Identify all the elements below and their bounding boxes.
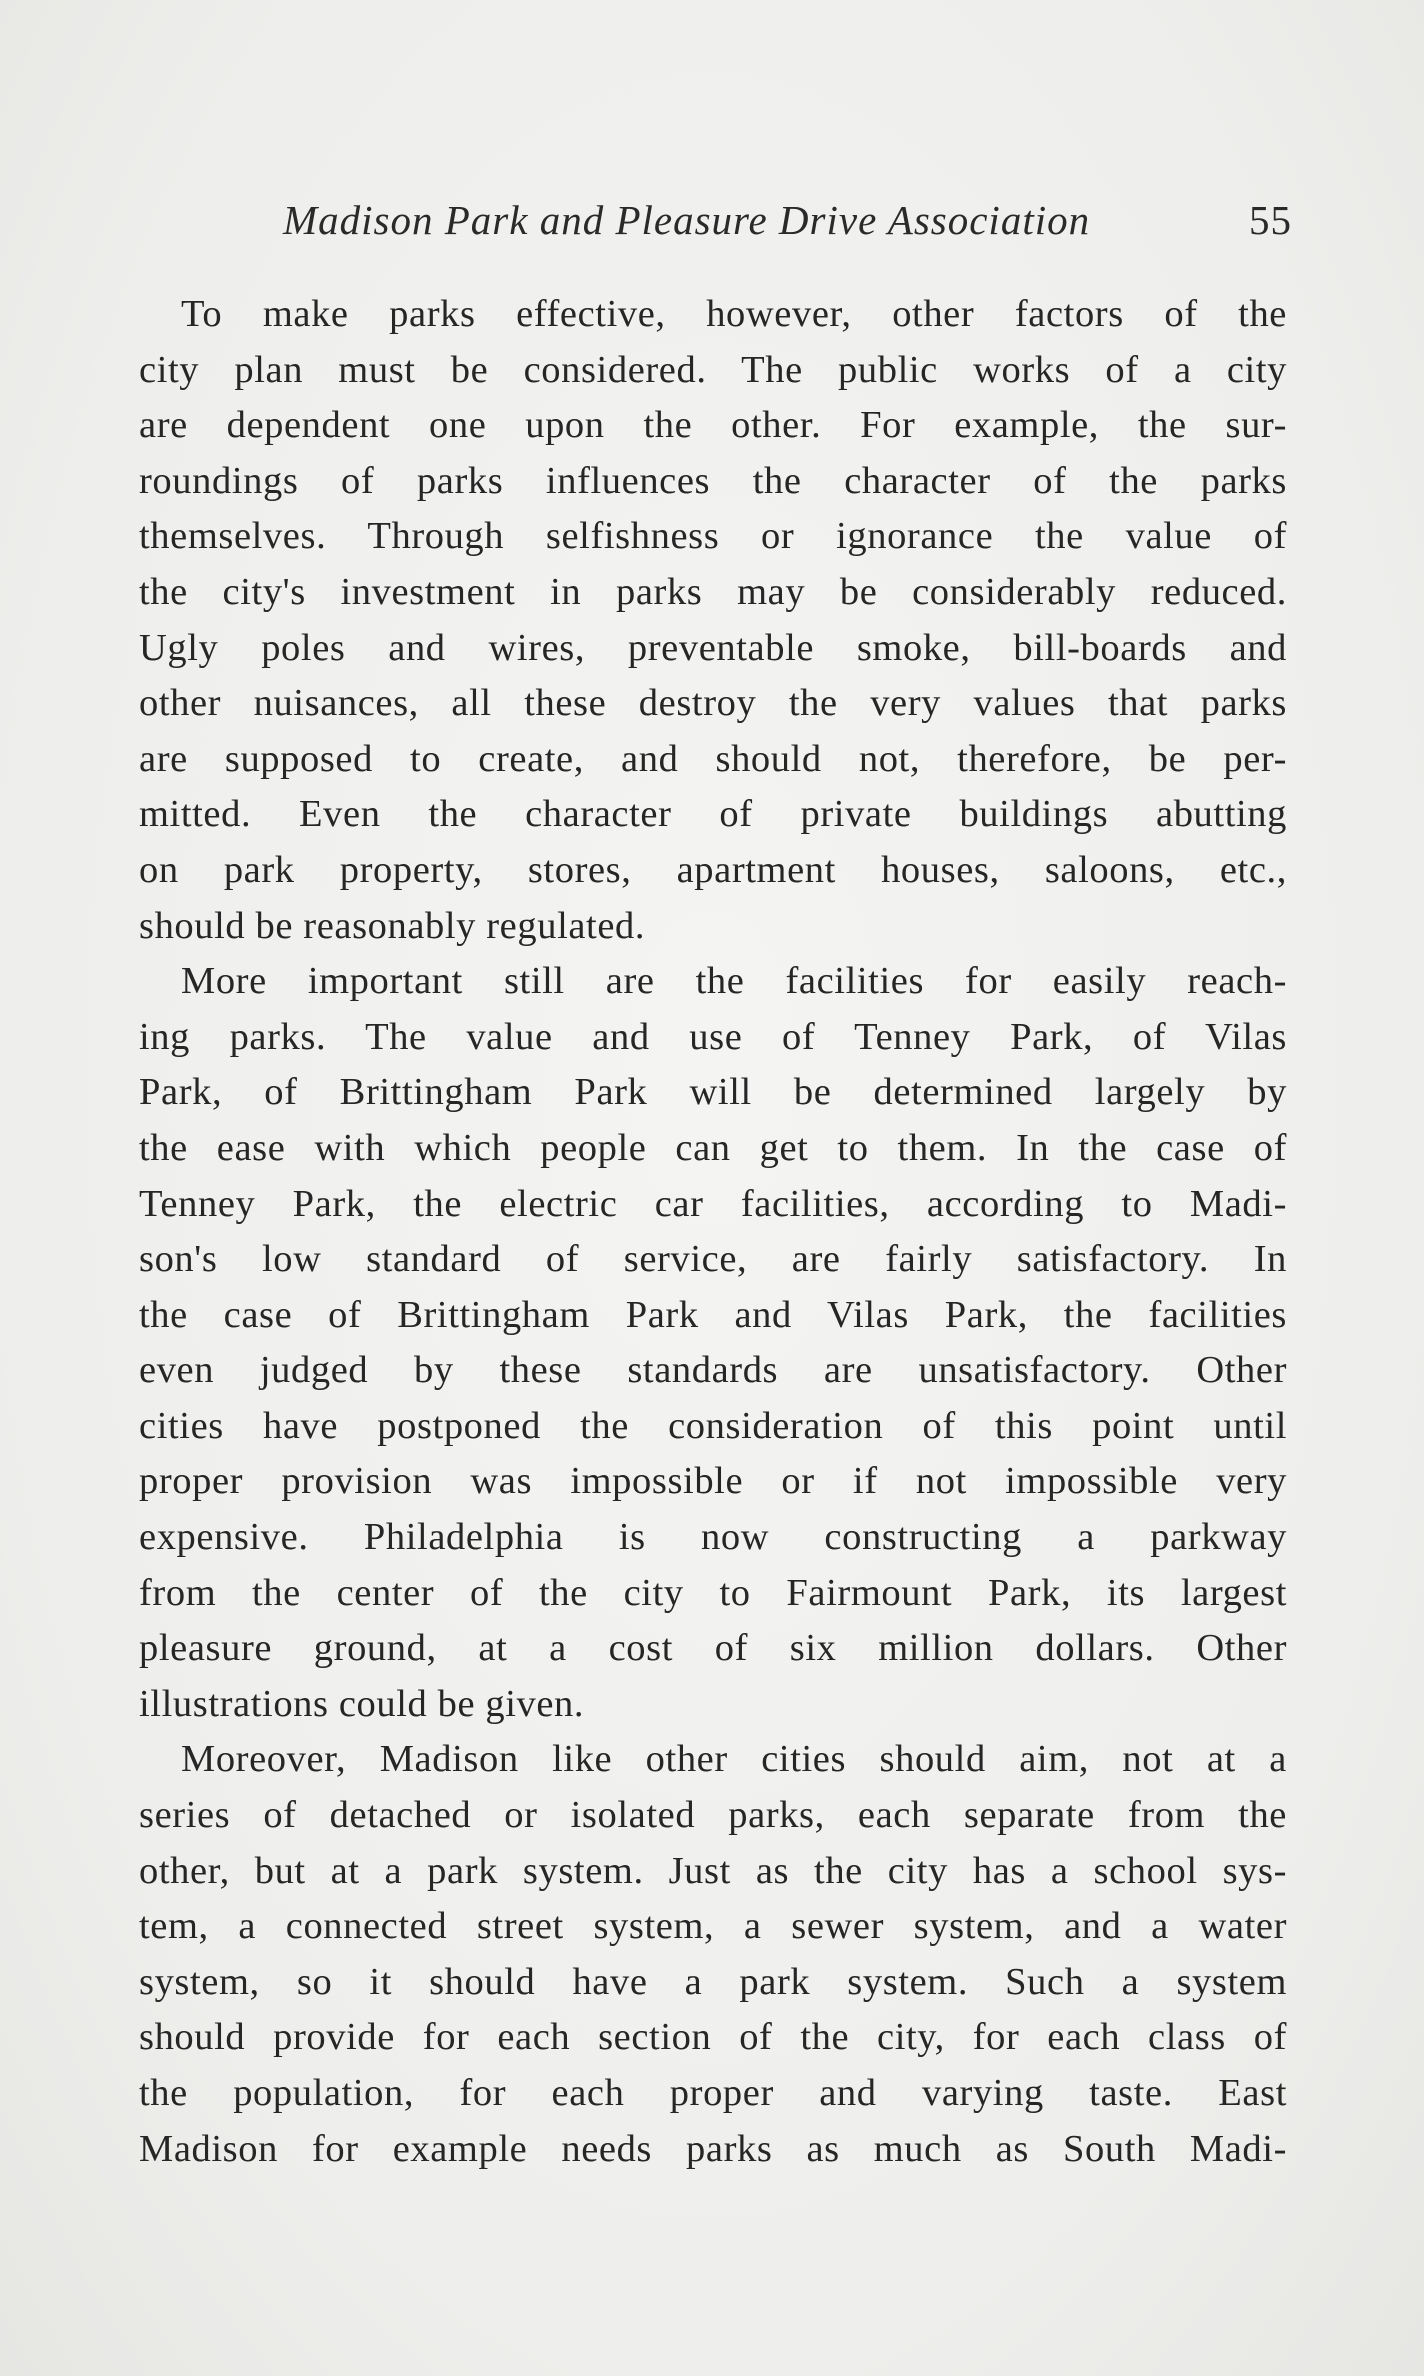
text-line: from the center of the city to Fairmount Park, its largest xyxy=(139,1571,1287,1614)
text-line: the ease with which people can get to them. In the case of xyxy=(139,1126,1287,1169)
text-line: other nuisances, all these destroy the very values that parks xyxy=(139,682,1287,725)
text-line: are dependent one upon the other. For example, the sur- xyxy=(139,404,1287,447)
text-line: tem, a connected street system, a sewer system, and a water xyxy=(139,1905,1287,1948)
text-line: expensive. Philadelphia is now constructing a parkway xyxy=(139,1516,1287,1559)
text-line: Madison for example needs parks as much as South Madi- xyxy=(139,2127,1287,2170)
running-title: Madison Park and Pleasure Drive Association xyxy=(283,197,1091,243)
text-line: even judged by these standards are unsatisfactory. Other xyxy=(139,1349,1287,1392)
text-line: To make parks effective, however, other factors of the xyxy=(181,293,1287,335)
text-line: Tenney Park, the electric car facilities, according to Madi- xyxy=(139,1182,1287,1225)
text-line: on park property, stores, apartment houses, saloons, etc., xyxy=(139,848,1287,891)
text-line: should be reasonably regulated. xyxy=(139,904,646,947)
text-line: are supposed to create, and should not, therefore, be per- xyxy=(139,737,1287,780)
text-line: the population, for each proper and varying taste. East xyxy=(139,2072,1287,2114)
text-line: roundings of parks influences the character of the parks xyxy=(139,459,1287,502)
text-line: Park, of Brittingham Park will be determined largely by xyxy=(139,1071,1287,1114)
text-line: proper provision was impossible or if not impossible very xyxy=(139,1460,1287,1503)
text-line: illustrations could be given. xyxy=(139,1682,585,1725)
paragraph-2 xyxy=(139,954,1287,1732)
text-line: series of detached or isolated parks, each separate from the xyxy=(139,1794,1287,1837)
page-number: 55 xyxy=(1249,197,1292,243)
paragraph-3 xyxy=(139,1732,1287,2177)
text-line: city plan must be considered. The public works of a city xyxy=(139,348,1287,391)
text-line: pleasure ground, at a cost of six million dollars. Other xyxy=(139,1627,1287,1670)
text-line: mitted. Even the character of private buildings abutting xyxy=(139,793,1287,836)
text-line: other, but at a park system. Just as the city has a school sys- xyxy=(139,1849,1287,1892)
text-line: the case of Brittingham Park and Vilas Park, the facilities xyxy=(139,1293,1287,1336)
running-header xyxy=(140,196,1300,256)
text-line: cities have postponed the consideration of this point until xyxy=(139,1404,1287,1447)
text-line: More important still are the facilities for easily reach- xyxy=(181,960,1287,1003)
text-line: should provide for each section of the city, for each class of xyxy=(139,2016,1287,2059)
text-line: themselves. Through selfishness or ignorance the value of xyxy=(139,515,1287,558)
text-line: system, so it should have a park system. Such a system xyxy=(139,1960,1287,2003)
body-text xyxy=(139,287,1287,2177)
text-line: Ugly poles and wires, preventable smoke, bill-boards and xyxy=(139,626,1287,669)
text-line: son's low standard of service, are fairly satisfactory. In xyxy=(139,1238,1287,1281)
text-line: ing parks. The value and use of Tenney Park, of Vilas xyxy=(139,1015,1287,1058)
text-line: Moreover, Madison like other cities should aim, not at a xyxy=(181,1738,1287,1781)
text-line: the city's investment in parks may be considerably reduced. xyxy=(139,570,1287,613)
paragraph-1 xyxy=(139,287,1287,954)
